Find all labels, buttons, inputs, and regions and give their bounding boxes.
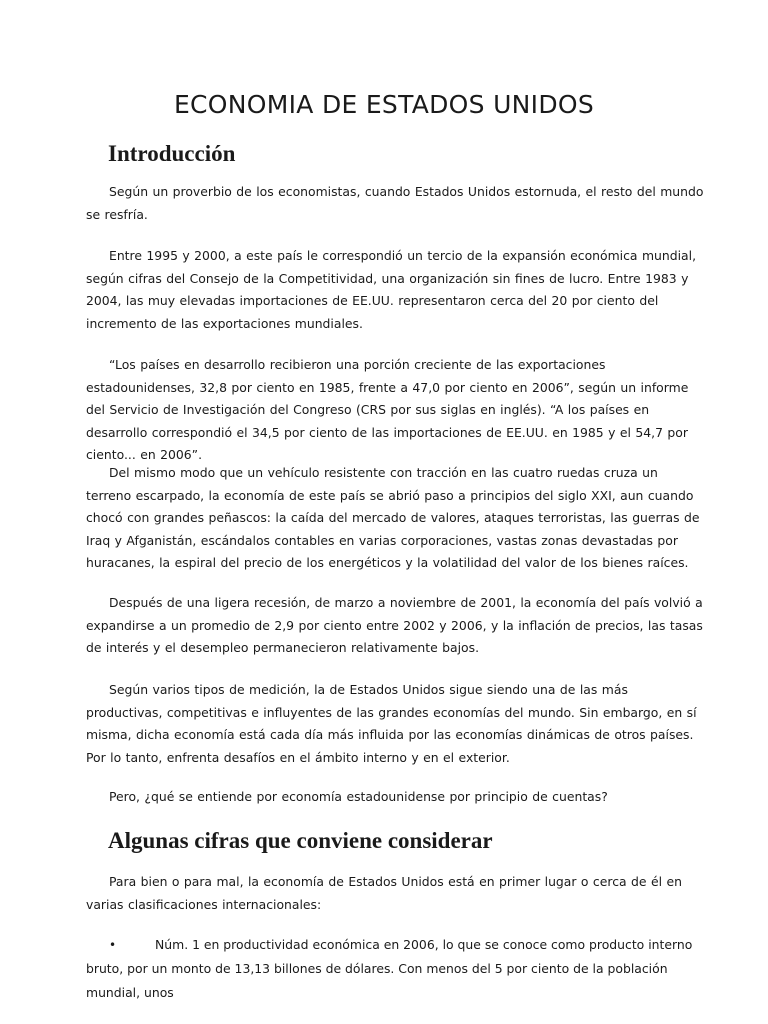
- document-title: ECONOMIA DE ESTADOS UNIDOS: [173, 90, 595, 119]
- paragraph: Entre 1995 y 2000, a este país le correspondió un tercio de la expansión económica mundial, según cifras del Consejo de la Competitividad, una organización sin fines de lucro. Entre 1983 y 2004, las muy elevadas importaciones de EE.UU. representaron cerca del 20 por ciento del incremento de las exportaciones mundiales.: [86, 248, 697, 331]
- paragraph: Para bien o para mal, la economía de Estados Unidos está en primer lugar o cerca de él en varias clasificaciones internacionales:: [86, 874, 682, 912]
- paragraph: “Los países en desarrollo recibieron una porción creciente de las exportaciones estadounidenses, 32,8 por ciento en 1985, frente a 47,0 por ciento en 2006”, según un informe del Servicio de Investigación del Congreso (CRS por sus siglas en inglés). “A los países en desarrollo correspondió el 34,5 por ciento de las importaciones de EE.UU. en 1985 y el 54,7 por ciento... en 2006”.: [86, 357, 689, 462]
- bullet-text: Núm. 1 en productividad económica en 2006, lo que se conoce como producto interno bruto, por un monto de 13,13 billones de dólares. Con menos del 5 por ciento de la población mundial, unos: [86, 937, 693, 1000]
- bullet-list-item: [86, 933, 706, 1005]
- paragraph: Después de una ligera recesión, de marzo a noviembre de 2001, la economía del país volvió a expandirse a un promedio de 2,9 por ciento entre 2002 y 2006, y la inflación de precios, las tasas de interés y el desempleo permanecieron relativamente bajos.: [86, 595, 703, 655]
- paragraph: Según varios tipos de medición, la de Estados Unidos sigue siendo una de las más productivas, competitivas e influyentes de las grandes economías del mundo. Sin embargo, en sí misma, dicha economía está cada día más influida por las economías dinámicas de otros países. Por lo tanto, enfrenta desafíos en el ámbito interno y en el exterior.: [86, 682, 697, 765]
- paragraph: Pero, ¿qué se entiende por economía estadounidense por principio de cuentas?: [109, 789, 608, 804]
- bullet-icon: •: [109, 938, 117, 952]
- section-heading-algunas-cifras: Algunas cifras que conviene considerar: [108, 828, 493, 853]
- paragraph: Según un proverbio de los economistas, cuando Estados Unidos estornuda, el resto del mundo se resfría.: [86, 184, 704, 222]
- section-heading-introduccion: Introducción: [108, 141, 236, 166]
- paragraph: Del mismo modo que un vehículo resistente con tracción en las cuatro ruedas cruza un terreno escarpado, la economía de este país se abrió paso a principios del siglo XXI, aun cuando chocó con grandes peñascos: la caída del mercado de valores, ataques terroristas, las guerras de Iraq y Afganistán, escándalos contables en varias corporaciones, vastas zonas devastadas por huracanes, la espiral del precio de los energéticos y la volatilidad del valor de los bienes raíces.: [86, 465, 700, 570]
